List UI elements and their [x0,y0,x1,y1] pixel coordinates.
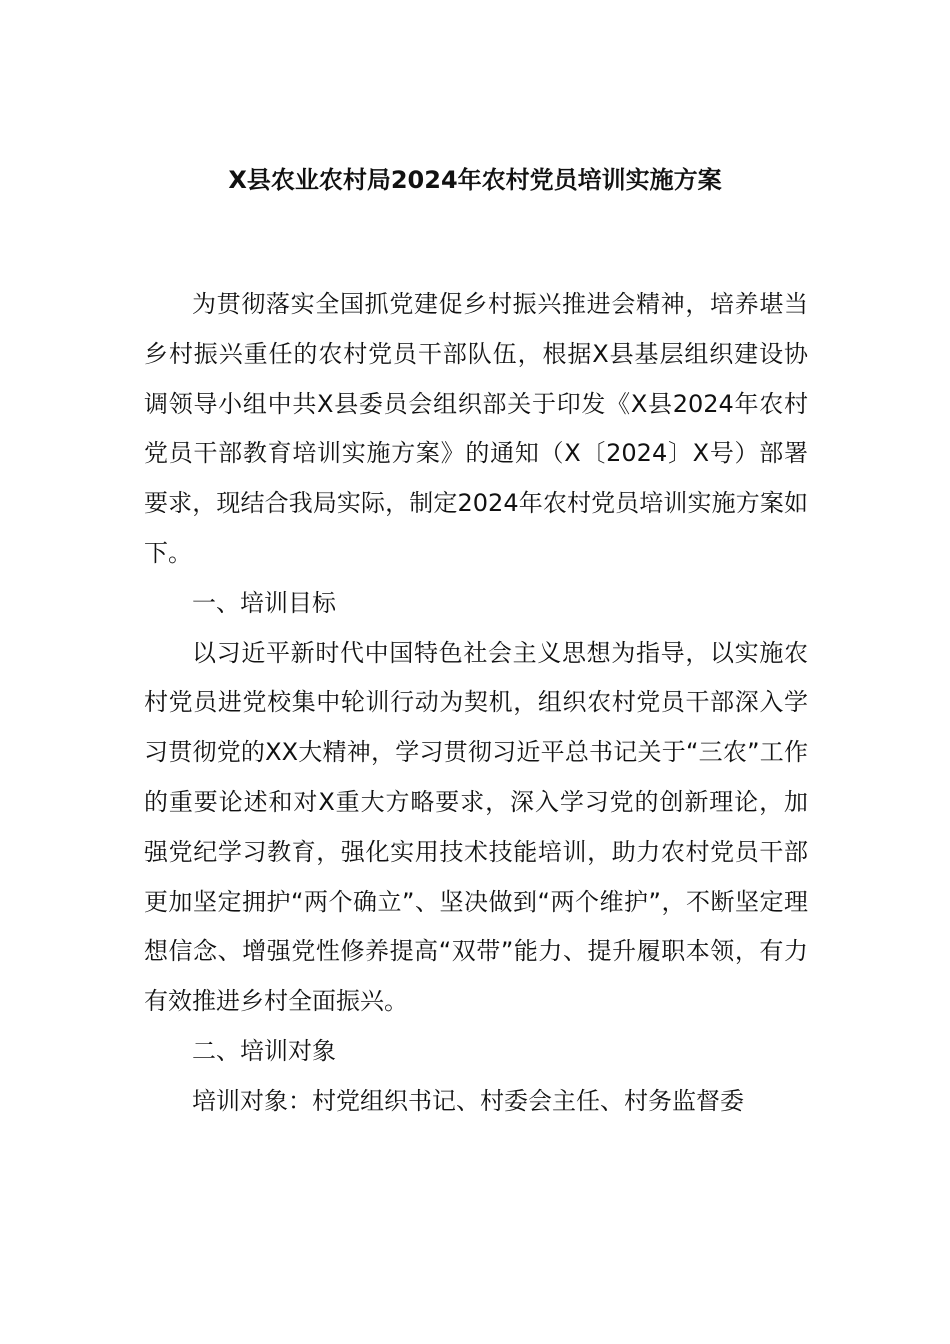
targets-paragraph: 培训对象：村党组织书记、村委会主任、村务监督委 [192,1086,744,1115]
document-title: X县农业农村局2024年农村党员培训实施方案 [228,166,722,194]
document-body [144,280,808,1127]
intro-paragraph: 为贯彻落实全国抓党建促乡村振兴推进会精神，培养堪当乡村振兴重任的农村党员干部队伍，根据X县基层组织建设协调领导小组中共X县委员会组织部关于印发《X县2024年农村党员干部教育培训实施方案》的通知（X〔2024〕X号）部署要求，现结合我局实际，制定2024年农村党员培训实施方案如下。 [144,290,808,567]
goals-paragraph: 以习近平新时代中国特色社会主义思想为指导，以实施农村党员进党校集中轮训行动为契机，组织农村党员干部深入学习贯彻党的XX大精神，学习贯彻习近平总书记关于“三农”工作的重要论述和对X重大方略要求，深入学习党的创新理论，加强党纪学习教育，强化实用技术技能培训，助力农村党员干部更加坚定拥护“两个确立”、坚决做到“两个维护”，不断坚定理想信念、增强党性修养提高“双带”能力、提升履职本领，有力有效推进乡村全面振兴。 [144,638,808,1016]
section-heading-goals: 一、培训目标 [192,588,336,617]
section-heading-targets: 二、培训对象 [192,1036,336,1065]
